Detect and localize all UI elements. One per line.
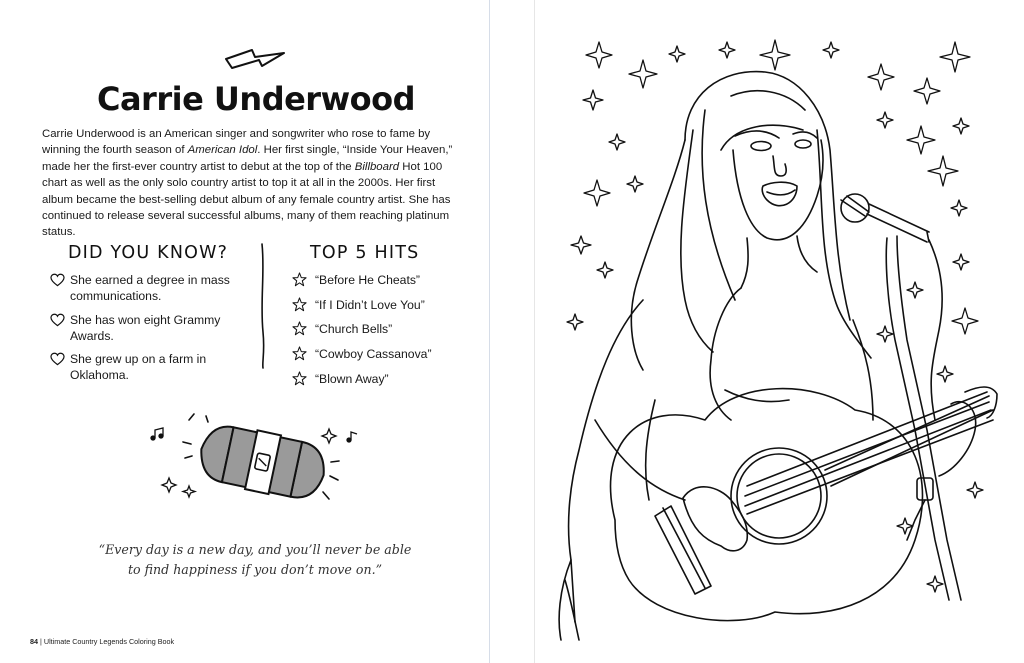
- fact-text: She has won eight Grammy Awards.: [70, 313, 221, 343]
- hit-item: [292, 321, 392, 336]
- hit-item: [292, 371, 389, 386]
- left-page: [0, 0, 489, 663]
- hit-item: [292, 272, 420, 287]
- star-icon: [292, 297, 307, 312]
- hit-title: “Before He Cheats”: [315, 273, 420, 287]
- hit-title: “Cowboy Cassanova”: [315, 347, 432, 361]
- star-icon: [292, 321, 307, 336]
- chart-name: Billboard: [354, 160, 400, 173]
- fact-text: She grew up on a farm in Oklahoma.: [70, 352, 207, 382]
- page-number: 84: [30, 637, 38, 646]
- book-title: Ultimate Country Legends Coloring Book: [43, 637, 175, 646]
- fact-item: [50, 272, 250, 304]
- bio-text-3: Hot 100 chart as well as the only solo country artist to top it at all in the 2000s. Her first album became the best-selling debut album of any female country artist. She has continued to release several successful albums, many of them reaching platinum status.: [42, 160, 451, 239]
- fact-text: She earned a degree in mass communications.: [70, 273, 230, 303]
- show-name: American Idol: [187, 144, 258, 157]
- heart-icon: [50, 273, 65, 287]
- singer-guitar-illustration: [535, 0, 1024, 663]
- bio-text-1: Carrie Underwood is an American singer and songwriter who rose to fame by winning the fourth season of: [42, 128, 431, 157]
- bio-paragraph: [42, 126, 467, 241]
- fact-item: [50, 312, 250, 344]
- quote: [90, 540, 420, 580]
- hit-title: “Church Bells”: [315, 322, 393, 336]
- right-page-illustration: [535, 0, 1024, 663]
- hit-item: [292, 346, 432, 361]
- hit-title: “If I Didn’t Love You”: [315, 298, 425, 312]
- did-you-know-heading: DID YOU KNOW?: [68, 243, 229, 263]
- heart-icon: [50, 352, 65, 366]
- microphone-icon: [145, 412, 365, 512]
- heart-icon: [50, 313, 65, 327]
- page-gutter: [489, 0, 535, 663]
- star-icon: [292, 346, 307, 361]
- page-footer: [30, 637, 174, 646]
- quote-line-2: to find happiness if you don’t move on.”: [127, 562, 383, 577]
- star-icon: [292, 371, 307, 386]
- star-icon: [292, 272, 307, 287]
- hit-title: “Blown Away”: [315, 372, 389, 386]
- bio-text-2: . Her first single, “Inside Your Heaven,” made her the first-ever country artist to debut at the top of the: [42, 144, 453, 173]
- column-divider: [258, 242, 268, 370]
- footer-separator: |: [40, 637, 42, 646]
- fact-item: [50, 351, 250, 383]
- top-hits-heading: TOP 5 HITS: [310, 243, 420, 263]
- lightning-bolt-icon: [222, 46, 292, 74]
- quote-line-1: “Every day is a new day, and you’ll never be able: [98, 542, 412, 557]
- page-title: Carrie Underwood: [96, 80, 416, 118]
- hit-item: [292, 297, 425, 312]
